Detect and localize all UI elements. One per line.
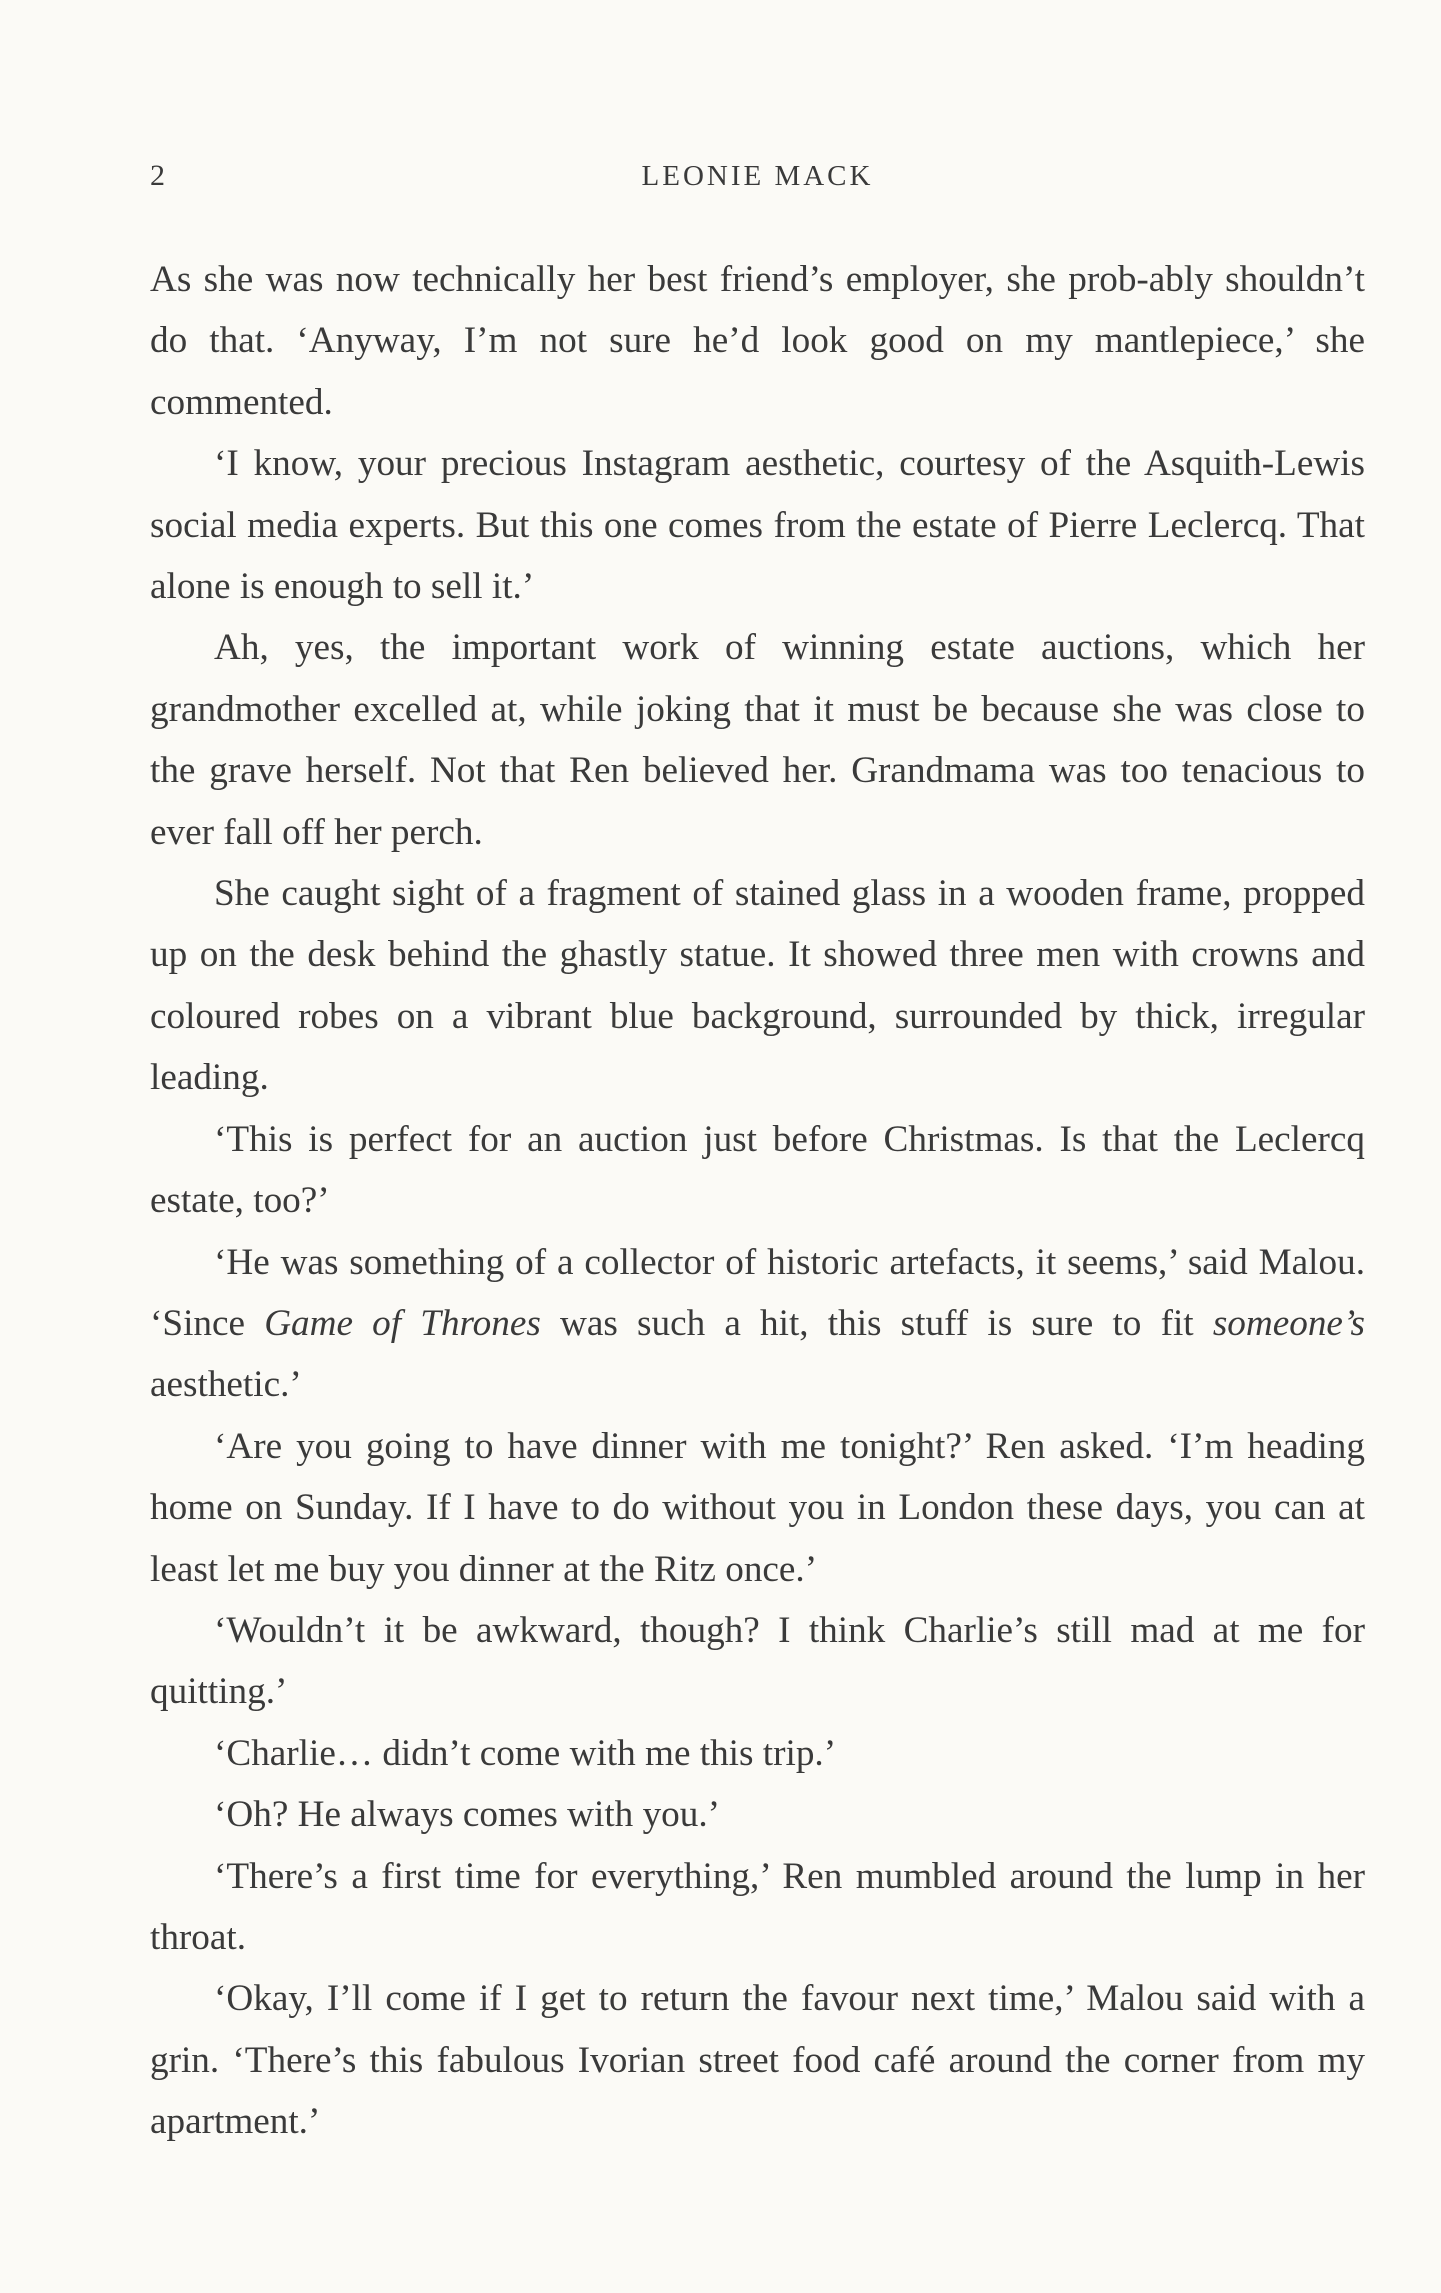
paragraph: ‘Wouldn’t it be awkward, though? I think Charlie’s still mad at me for quitting.’ [150, 1609, 1365, 1713]
paragraph: ‘Are you going to have dinner with me tonight?’ Ren asked. ‘I’m heading home on Sunday. If I have to do without you in London these days, you can at least let me buy you dinner at the Ritz once.’ [150, 1425, 1365, 1590]
body-text [150, 249, 1365, 2153]
paragraph: Ah, yes, the important work of winning estate auctions, which her grandmother excelled at, while joking that it must be because she was close to the grave herself. Not that Ren believed her. Grandmama was too tenacious to ever fall off her perch. [150, 627, 1365, 853]
paragraph: ‘There’s a first time for everything,’ Ren mumbled around the lump in her throat. [150, 1855, 1365, 1958]
italic-title: Game of Thrones [264, 1302, 541, 1344]
italic-emphasis: someone’s [1212, 1302, 1365, 1344]
running-head: LEONIE MACK [641, 160, 874, 192]
paragraph: ‘I know, your precious Instagram aesthetic, courtesy of the Asquith-Lewis social media experts. But this one comes from the estate of Pierre Leclercq. That alone is enough to sell it.’ [150, 443, 1365, 608]
page-number: 2 [150, 159, 165, 192]
paragraph-text: ‘He was something of a collector of historic artefacts, it seems,’ said Malou. ‘Since [150, 1241, 1365, 1344]
paragraph: ‘Oh? He always comes with you.’ [214, 1794, 721, 1836]
paragraph: ‘Okay, I’ll come if I get to return the favour next time,’ Malou said with a grin. ‘There’s this fabulous Ivorian street food café around the corner from my apartment.’ [150, 1978, 1365, 2143]
paragraph-text: was such a hit, this stuff is sure to fit [540, 1302, 1213, 1344]
paragraph [150, 1232, 1365, 1416]
paragraph-text: aesthetic.’ [150, 1364, 302, 1406]
paragraph: She caught sight of a fragment of stained glass in a wooden frame, propped up on the desk behind the ghastly statue. It showed three men with crowns and coloured robes on a vibrant blue background, surrounded by thick, irregular leading. [150, 873, 1365, 1099]
page-header [150, 152, 1365, 200]
paragraph: ‘Charlie… didn’t come with me this trip.’ [214, 1732, 837, 1774]
paragraph: As she was now technically her best friend’s employer, she prob-ably shouldn’t do that. ‘Anyway, I’m not sure he’d look good on my mantlepiece,’ she commented. [150, 259, 1365, 423]
paragraph: ‘This is perfect for an auction just before Christmas. Is that the Leclercq estate, too?’ [150, 1118, 1365, 1222]
